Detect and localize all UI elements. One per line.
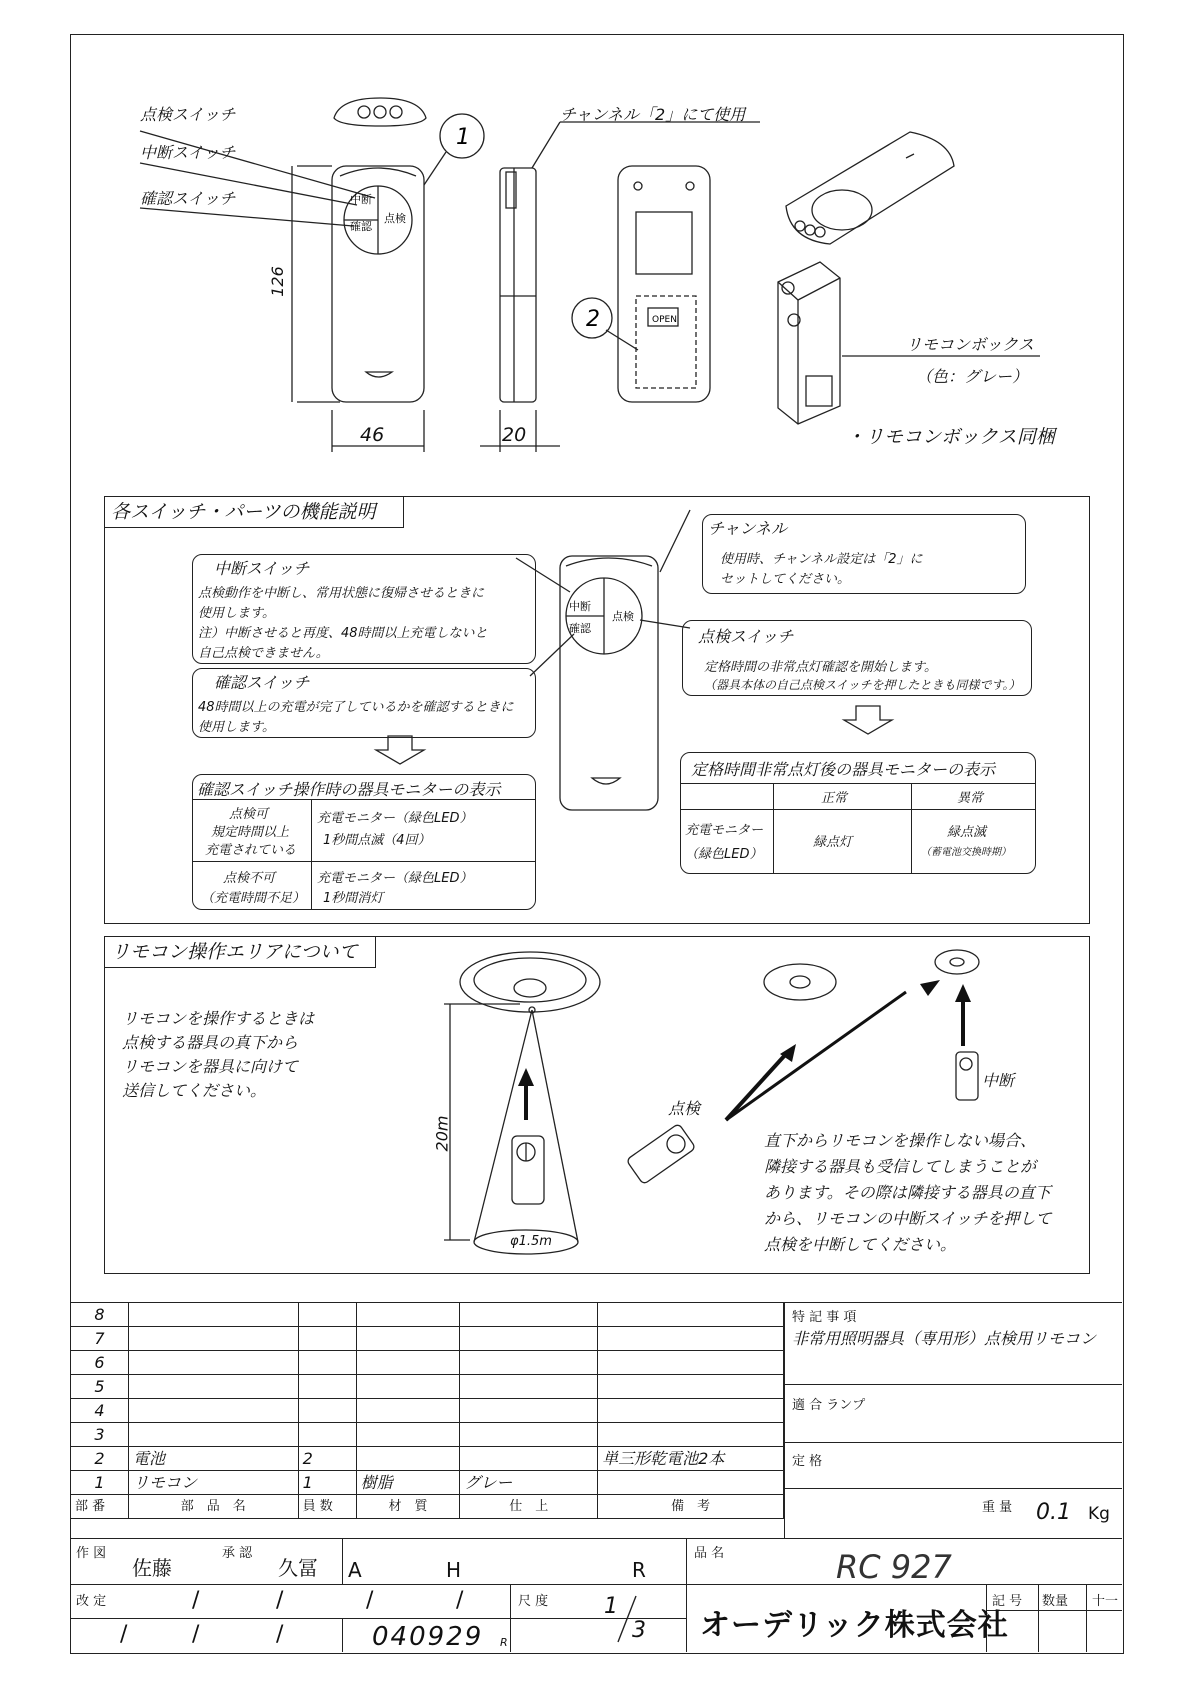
weight-unit: Kg	[1088, 1504, 1110, 1524]
confirm-table	[192, 774, 536, 910]
revision-label: 改 定	[76, 1594, 107, 1609]
symbol-label: 記 号	[992, 1594, 1023, 1609]
inspect-text-2: （器具本体の自己点検スイッチを押したときも同様です。）	[704, 678, 1021, 692]
rated-abnormal: 緑点滅	[947, 825, 987, 840]
area-section-title: リモコン操作エリアについて	[104, 936, 376, 968]
inspect-title: 点検スイッチ	[698, 627, 794, 646]
inspect-text-1: 定格時間の非常点灯確認を開始します。	[704, 660, 937, 675]
area-right-text-2: 隣接する器具も受信してしまうことが	[764, 1157, 1037, 1176]
interrupt-text-3: 注）中断させると再度、48時間以上充電しないと	[198, 626, 488, 641]
confirm-row1-right-1: 充電モニター（緑色LED）	[317, 811, 473, 826]
rated-row-label-2: （緑色LED）	[685, 847, 763, 862]
table-row: 6	[71, 1351, 784, 1375]
remote-front-view	[140, 114, 484, 452]
count-label: 数量	[1042, 1594, 1069, 1609]
channel-text-2: セットしてください。	[720, 572, 851, 587]
rated-normal: 緑点灯	[813, 835, 853, 850]
area-right-text-4: から、リモコンの中断スイッチを押して	[764, 1209, 1052, 1228]
table-row: 2 電池 2 単三形乾電池2本	[71, 1447, 784, 1471]
remote-back-view	[572, 166, 710, 402]
area-height-label: 20m	[432, 1115, 452, 1152]
area-text-4: 送信してください。	[122, 1081, 267, 1100]
lamp-title: 適 合 ランプ	[792, 1398, 866, 1413]
drawing-date: 040929	[372, 1622, 484, 1652]
area-text-3: リモコンを器具に向けて	[122, 1057, 299, 1076]
label-confirm-switch: 確認スイッチ	[140, 189, 236, 208]
btn-interrupt-text: 中断	[350, 193, 372, 206]
remote-top-view	[334, 98, 426, 126]
confirm-row2-left-1: 点検不可	[223, 871, 276, 886]
area-interrupt-label: 中断	[982, 1071, 1015, 1090]
product-label: 品 名	[694, 1546, 725, 1561]
rating-title: 定 格	[792, 1454, 823, 1469]
area-inspect-label: 点検	[668, 1099, 701, 1118]
interrupt-title: 中断スイッチ	[214, 559, 310, 578]
product-name: RC 927	[836, 1548, 952, 1586]
callout-2-text: 2	[586, 307, 600, 332]
drawn-by: 佐藤	[132, 1556, 172, 1580]
confirm-row1-left-1: 点検可	[229, 807, 269, 822]
callout-1-text: 1	[456, 125, 470, 150]
area-text-2: 点検する器具の真下から	[122, 1033, 299, 1052]
scale-num: 1	[604, 1594, 618, 1619]
label-interrupt-switch: 中断スイッチ	[140, 143, 236, 162]
area-right-text-1: 直下からリモコンを操作しない場合、	[764, 1131, 1037, 1150]
svg-text:中断: 中断	[569, 600, 591, 613]
table-row: 1 リモコン 1 樹脂 グレー	[71, 1471, 784, 1495]
table-row: 3	[71, 1423, 784, 1447]
table-row: 5	[71, 1375, 784, 1399]
special-text: 非常用照明器具（専用形）点検用リモコン	[792, 1329, 1097, 1348]
remote-perspective-view	[786, 132, 954, 244]
interrupt-text-4: 自己点検できません。	[198, 646, 329, 661]
btn-inspect-text: 点検	[384, 212, 406, 225]
code-a: A	[348, 1558, 362, 1582]
btn-confirm-text: 確認	[350, 220, 372, 233]
scale-label: 尺 度	[518, 1594, 549, 1609]
channel-title: チャンネル	[708, 519, 788, 538]
rev-slash-7: /	[276, 1622, 284, 1647]
rated-header-abnormal: 異常	[957, 791, 984, 806]
table-row: 8	[71, 1303, 784, 1327]
channel-text-1: 使用時、チャンネル設定は「2」に	[720, 552, 923, 567]
dim-width: 46	[360, 424, 385, 446]
special-title: 特 記 事 項	[792, 1310, 857, 1325]
table-header-row: 部 番 部 品 名 員 数 材 質 仕 上 備 考	[71, 1495, 784, 1519]
label-inspect-switch: 点検スイッチ	[140, 105, 236, 124]
rev-slash-5: /	[120, 1622, 128, 1647]
table-row: 4	[71, 1399, 784, 1423]
dim-depth: 20	[502, 424, 527, 446]
confirm-row1-left-3: 充電されている	[205, 843, 297, 858]
svg-text:点検: 点検	[612, 610, 634, 623]
rev-slash-6: /	[192, 1622, 200, 1647]
confirm-text-2: 使用します。	[198, 720, 275, 735]
rated-table-title: 定格時間非常点灯後の器具モニターの表示	[691, 760, 996, 779]
scale-den: 3	[632, 1618, 646, 1643]
confirm-row2-right-1: 充電モニター（緑色LED）	[317, 871, 473, 886]
svg-text:確認: 確認	[569, 622, 591, 635]
company-name: オーデリック株式会社	[700, 1608, 1009, 1643]
confirm-row1-left-2: 規定時間以上	[211, 825, 290, 840]
rev-slash-3: /	[366, 1588, 374, 1613]
label-remote-box-included: ・リモコンボックス同梱	[846, 426, 1055, 448]
rev-slash-1: /	[192, 1588, 200, 1613]
remote-drawings	[0, 0, 1190, 480]
label-channel-use: チャンネル「2」にて使用	[560, 105, 746, 124]
confirm-table-title: 確認スイッチ操作時の器具モニターの表示	[197, 780, 501, 799]
code-h: H	[446, 1558, 462, 1582]
rated-header-normal: 正常	[821, 791, 848, 806]
area-text-1: リモコンを操作するときは	[122, 1009, 315, 1028]
confirm-row2-left-2: （充電時間不足）	[201, 891, 306, 906]
rated-abnormal-note: （蓄電池交換時期）	[921, 847, 1011, 858]
remote-side-view	[480, 122, 760, 452]
open-label: OPEN	[652, 315, 677, 325]
functions-section-title: 各スイッチ・パーツの機能説明	[104, 496, 404, 528]
label-remote-box: リモコンボックス	[906, 335, 1034, 354]
confirm-title: 確認スイッチ	[214, 673, 310, 692]
rated-table	[680, 752, 1036, 874]
interrupt-text-1: 点検動作を中断し、常用状態に復帰させるときに	[198, 586, 485, 601]
count-value: 十一	[1092, 1594, 1119, 1609]
dim-height: 126	[267, 266, 287, 297]
date-suffix: R	[500, 1636, 508, 1649]
weight-label: 重 量	[982, 1500, 1013, 1515]
parts-table	[70, 1302, 784, 1519]
weight-value: 0.1	[1036, 1500, 1071, 1525]
confirm-row1-right-2: 1秒間点滅（4回）	[323, 833, 431, 848]
table-row: 7	[71, 1327, 784, 1351]
area-diameter-label: φ1.5m	[510, 1234, 552, 1249]
area-right-text-5: 点検を中断してください。	[764, 1235, 957, 1254]
code-r: R	[632, 1558, 646, 1582]
rev-slash-4: /	[456, 1588, 464, 1613]
rated-row-label-1: 充電モニター	[685, 823, 764, 838]
rev-slash-2: /	[276, 1588, 284, 1613]
interrupt-text-2: 使用します。	[198, 606, 275, 621]
confirm-row2-right-2: 1秒間消灯	[323, 891, 384, 906]
approved-by: 久冨	[278, 1556, 318, 1580]
label-remote-box-color: （色：グレー）	[916, 367, 1029, 386]
area-right-text-3: あります。その際は隣接する器具の直下	[764, 1183, 1051, 1202]
confirm-text-1: 48時間以上の充電が完了しているかを確認するときに	[198, 700, 514, 715]
approved-label: 承 認	[222, 1546, 253, 1561]
drawn-label: 作 図	[76, 1546, 107, 1561]
